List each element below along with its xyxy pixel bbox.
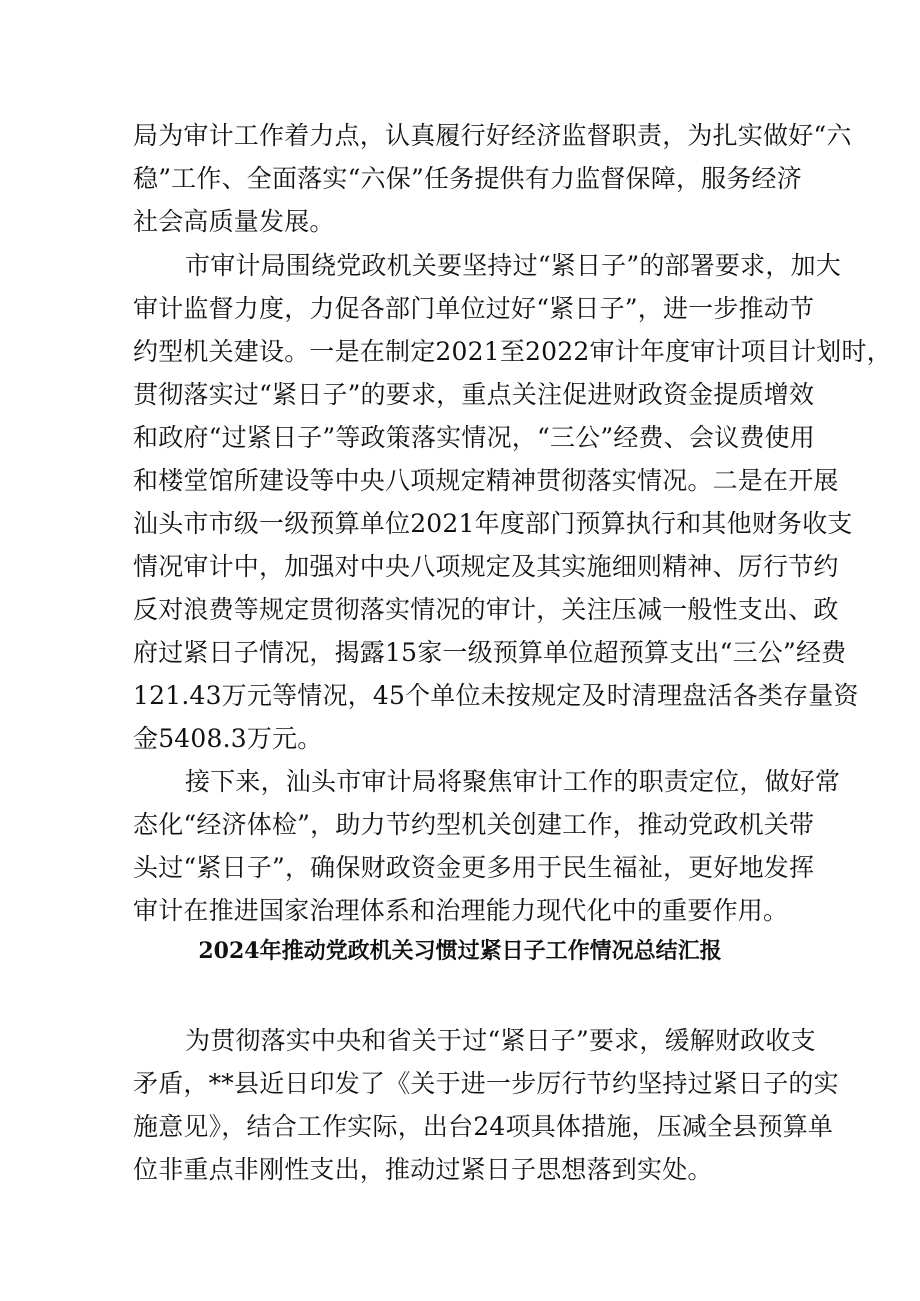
text-line: 位非重点非刚性支出，推动过紧日子思想落到实处。 <box>133 1155 713 1184</box>
text-line: 金5408.3万元。 <box>133 724 323 753</box>
section-title: 2024年推动党政机关习惯过紧日子工作情况总结汇报 <box>198 938 722 964</box>
text-line: 社会高质量发展。 <box>133 207 335 236</box>
text-line: 约型机关建设。一是在制定2021至2022审计年度审计项目计划时， <box>133 337 892 366</box>
text-line: 和政府“过紧日子”等政策落实情况，“三公”经费、会议费使用 <box>133 423 815 452</box>
text-line: 接下来，汕头市审计局将聚焦审计工作的职责定位，做好常 <box>185 767 841 796</box>
text-line: 和楼堂馆所建设等中央八项规定精神贯彻落实情况。二是在开展 <box>133 466 839 495</box>
text-line: 府过紧日子情况，揭露15家一级预算单位超预算支出“三公”经费 <box>133 638 847 667</box>
text-line: 审计在推进国家治理体系和治理能力现代化中的重要作用。 <box>133 896 789 925</box>
text-line: 反对浪费等规定贯彻落实情况的审计，关注压减一般性支出、政 <box>133 595 839 624</box>
text-line: 贯彻落实过“紧日子”的要求，重点关注促进财政资金提质增效 <box>133 380 815 409</box>
text-line: 情况审计中，加强对中央八项规定及其实施细则精神、厉行节约 <box>133 552 839 581</box>
text-line: 汕头市市级一级预算单位2021年度部门预算执行和其他财务收支 <box>133 509 853 538</box>
text-line: 施意见》，结合工作实际，出台24项具体措施，压减全县预算单 <box>133 1112 834 1141</box>
text-line: 态化“经济体检”，助力节约型机关创建工作，推动党政机关带 <box>133 810 815 839</box>
text-line: 矛盾，**县近日印发了《关于进一步厉行节约坚持过紧日子的实 <box>133 1069 839 1098</box>
text-line: 市审计局围绕党政机关要坚持过“紧日子”的部署要求，加大 <box>185 251 841 280</box>
text-line: 局为审计工作着力点，认真履行好经济监督职责，为扎实做好“六 <box>133 121 852 150</box>
text-line: 稳”工作、全面落实“六保”任务提供有力监督保障，服务经济 <box>133 164 802 193</box>
text-line: 为贯彻落实中央和省关于过“紧日子”要求，缓解财政收支 <box>185 1026 816 1055</box>
text-line: 121.43万元等情况，45个单位未按规定及时清理盘活各类存量资 <box>133 681 859 710</box>
text-line: 头过“紧日子”，确保财政资金更多用于民生福祉，更好地发挥 <box>133 853 815 882</box>
text-line: 审计监督力度，力促各部门单位过好“紧日子”，进一步推动节 <box>133 294 815 323</box>
